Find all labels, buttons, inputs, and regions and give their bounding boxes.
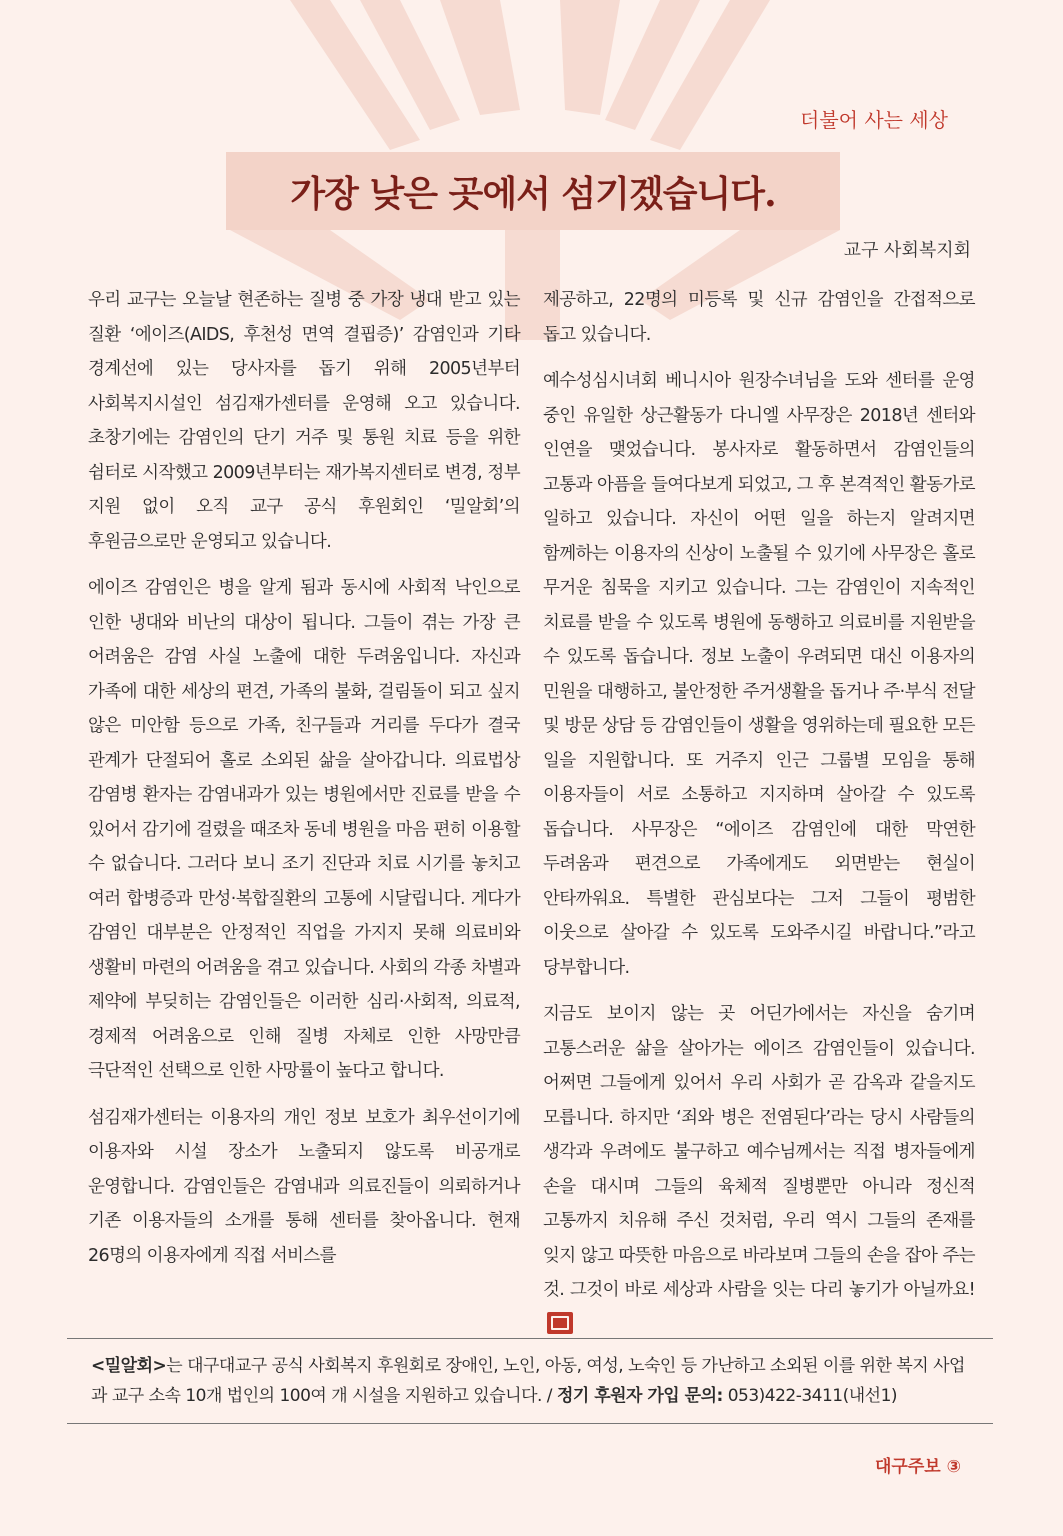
page-number: 대구주보 ③ — [875, 1457, 961, 1477]
article-column-left — [88, 283, 520, 1273]
section-tag: 더불어 사는 세상 — [800, 108, 948, 132]
paragraph: 에이즈 감염인은 병을 알게 됨과 동시에 사회적 낙인으로 인한 냉대와 비난의 대상이 됩니다. 그들이 겪는 가장 큰 어려움은 감염 사실 노출에 대한 두려움입니다. 자신과 가족에 대한 세상의 편견, 가족의 불화, 걸림돌이 되고 싶지 않은 미안함 등으로 가족, 친구들과 거리를 두다가 결국 관계가 단절되어 홀로 소외된 삶을 살아갑니다. 의료법상 감염병 환자는 감염내과가 있는 병원에서만 진료를 받을 수 있어서 감기에 걸렸을 때조차 동네 병원을 마음 편히 이용할 수 없습니다. 그러다 보니 조기 진단과 치료 시기를 놓치고 여러 합병증과 만성·복합질환의 고통에 시달립니다. 게다가 감염인 대부분은 안정적인 직업을 가지지 못해 의료비와 생활비 마련의 어려움을 겪고 있습니다. 사회의 각종 차별과 제약에 부딪히는 감염인들은 이러한 심리·사회적, 의료적, 경제적 어려움으로 인해 질병 자체로 인한 사망만큼 극단적인 선택으로 인한 사망률이 높다고 합니다. — [88, 578, 520, 1081]
paragraph: 예수성심시녀회 베니시아 원장수녀님을 도와 센터를 운영 중인 유일한 상근활동가 다니엘 사무장은 2018년 센터와 인연을 맺었습니다. 봉사자로 활동하면서 감염인들의 고통과 아픔을 들여다보게 되었고, 그 후 본격적인 활동가로 일하고 있습니다. 자신이 어떤 일을 하는지 알려지면 함께하는 이용자의 신상이 노출될 수 있기에 사무장은 홀로 무거운 침묵을 지키고 있습니다. 그는 감염인이 지속적인 치료를 받을 수 있도록 병원에 동행하고 의료비를 지원받을 수 있도록 돕습니다. 정보 노출이 우려되면 대신 이용자의 민원을 대행하고, 불안정한 주거생활을 돕거나 주·부식 전달 및 방문 상담 등 감염인들이 생활을 영위하는데 필요한 모든 일을 지원합니다. 또 거주지 인근 그룹별 모임을 통해 이용자들이 서로 소통하고 지지하며 살아갈 수 있도록 돕습니다. 사무장은 “에이즈 감염인에 대한 막연한 두려움과 편견으로 가족에게도 외면받는 현실이 안타까워요. 특별한 관심보다는 그저 그들이 평범한 이웃으로 살아갈 수 있도록 도와주시길 바랍니다.”라고 당부합니다. — [543, 371, 975, 978]
paragraph — [543, 997, 975, 1342]
article-column-right — [543, 283, 975, 1342]
author: 교구 사회복지회 — [843, 240, 971, 261]
footer-text: 는 대구대교구 공식 사회복지 후원회로 장애인, 노인, 아동, 여성, 노숙인 등 가난하고 소외된 이를 위한 복지 사업과 교구 소속 10개 법인의 100여 개 시설을 지원하고 있습니다. / — [91, 1356, 965, 1406]
paragraph: 섬김재가센터는 이용자의 개인 정보 보호가 최우선이기에 이용자와 시설 장소가 노출되지 않도록 비공개로 운영합니다. 감염인들은 감염내과 의료진들이 의뢰하거나 기존 이용자들의 소개를 통해 센터를 찾아옵니다. 현재 26명의 이용자에게 직접 서비스를 — [88, 1107, 520, 1266]
end-mark-icon — [547, 1312, 573, 1334]
contact-label: 정기 후원자 가입 문의: — [556, 1386, 723, 1406]
footer-info-box — [67, 1338, 993, 1424]
paragraph: 우리 교구는 오늘날 현존하는 질병 중 가장 냉대 받고 있는 질환 ‘에이즈(AIDS, 후천성 면역 결핍증)’ 감염인과 기타 경계선에 있는 당사자를 돕기 위해 2005년부터 사회복지시설인 섬김재가센터를 운영해 오고 있습니다. 초창기에는 감염인의 단기 거주 및 통원 치료 등을 위한 쉼터로 시작했고 2009년부터는 재가복지센터로 변경, 정부 지원 없이 오직 교구 공식 후원회인 ‘밀알회’의 후원금으로만 운영되고 있습니다. — [88, 290, 520, 552]
paragraph: 제공하고, 22명의 미등록 및 신규 감염인을 간접적으로 돕고 있습니다. — [543, 290, 975, 345]
org-name: <밀알회> — [91, 1356, 167, 1376]
contact-number: 053)422-3411(내선1) — [722, 1386, 898, 1406]
paragraph-text: 지금도 보이지 않는 곳 어딘가에서는 자신을 숨기며 고통스러운 삶을 살아가는 에이즈 감염인들이 있습니다. 어쩌면 그들에게 있어서 우리 사회가 곧 감옥과 같을지도 모릅니다. 하지만 ‘죄와 병은 전염된다’라는 당시 사람들의 생각과 우려에도 불구하고 예수님께서는 직접 병자들에게 손을 대시며 그들의 육체적 질병뿐만 아니라 정신적 고통까지 치유해 주신 것처럼, 우리 역시 그들의 존재를 잊지 않고 따뜻한 마음으로 바라보며 그들의 손을 잡아 주는 것. 그것이 바로 세상과 사람을 잇는 다리 놓기가 아닐까요! — [543, 1004, 975, 1300]
page-title: 가장 낮은 곳에서 섬기겠습니다. — [290, 172, 776, 215]
